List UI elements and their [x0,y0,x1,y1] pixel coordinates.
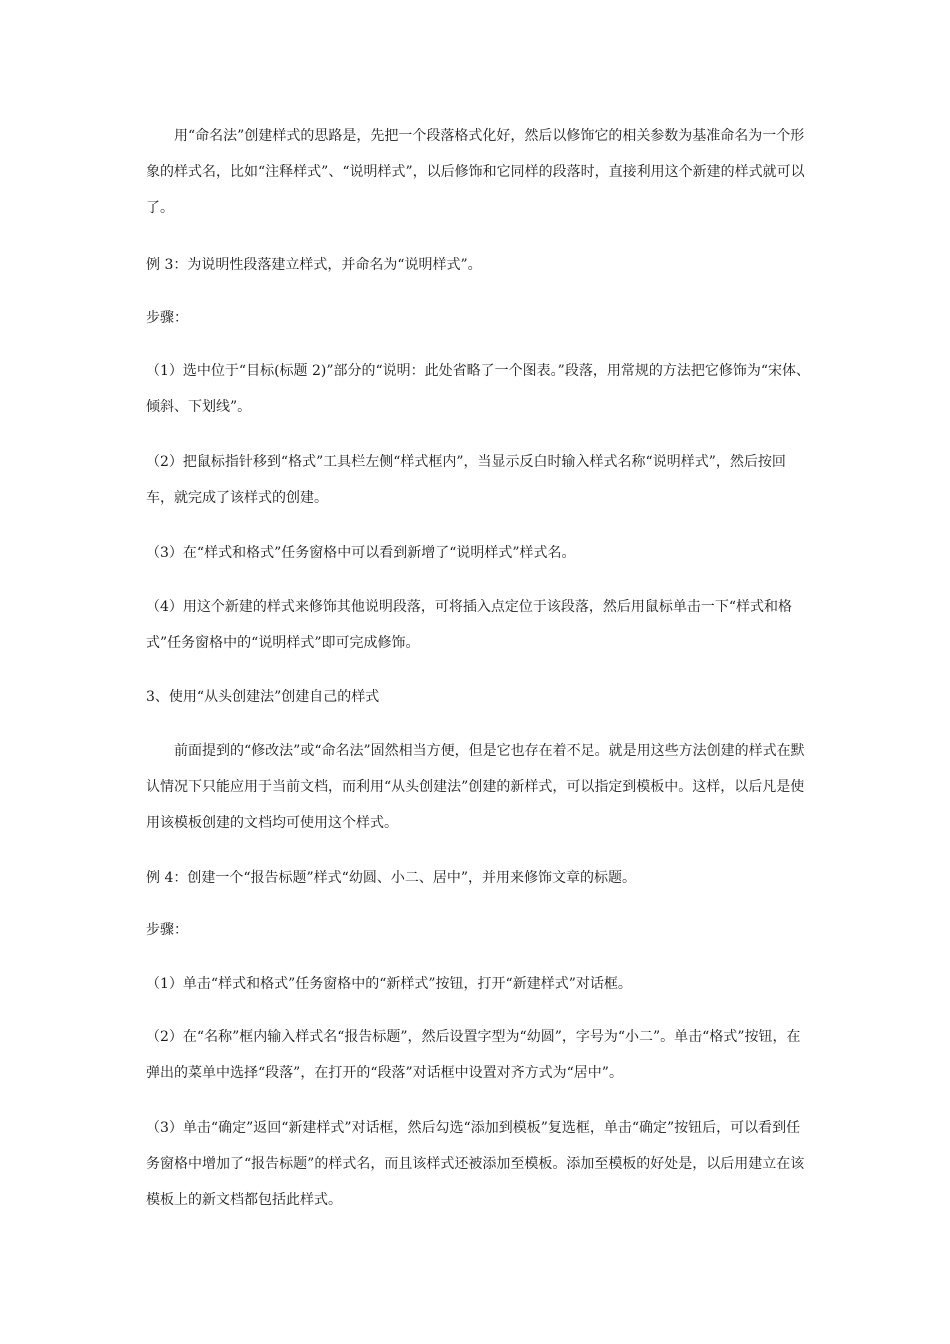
steps-label: 步骤： [146,310,188,326]
example-3-title: 例 3：为说明性段落建立样式，并命名为“说明样式”。 [146,257,482,273]
example-4-step-1: （1）单击“样式和格式”任务窗格中的“新样式”按钮，打开“新建样式”对话框。 [146,976,632,992]
paragraph-from-scratch-method: 前面提到的“修改法”或“命名法”固然相当方便，但是它也存在着不足。就是用这些方法创建的样式在默认情况下只能应用于当前文档，而利用“从头创建法”创建的新样式，可以指定到模板中。这样，以后凡是使用该模板创建的文档均可使用这个样式。 [146,743,805,831]
section-heading-3: 3、使用“从头创建法”创建自己的样式 [146,689,380,705]
example-4-title: 例 4：创建一个“报告标题”样式“幼圆、小二、居中”，并用来修饰文章的标题。 [146,870,636,886]
example-3-step-4: （4）用这个新建的样式来修饰其他说明段落，可将插入点定位于该段落，然后用鼠标单击一下“样式和格式”任务窗格中的“说明样式”即可完成修饰。 [146,599,793,651]
example-3-step-3: （3）在“样式和格式”任务窗格中可以看到新增了“说明样式”样式名。 [146,545,576,561]
example-4-step-2: （2）在“名称”框内输入样式名“报告标题”，然后设置字型为“幼圆”，字号为“小二”。单击“格式”按钮，在弹出的菜单中选择“段落”，在打开的“段落”对话框中设置对齐方式为“居中”。 [146,1029,801,1081]
example-3-step-1: （1）选中位于“目标(标题 2)”部分的“说明：此处省略了一个图表。”段落，用常规的方法把它修饰为“宋体、倾斜、下划线”。 [146,363,810,415]
steps-label: 步骤： [146,922,188,938]
example-3-step-2: （2）把鼠标指针移到“格式”工具栏左侧“样式框内”，当显示反白时输入样式名称“说明样式”，然后按回车，就完成了该样式的创建。 [146,454,786,506]
example-4-step-3: （3）单击“确定”返回“新建样式”对话框，然后勾选“添加到模板”复选框，单击“确定”按钮后，可以看到任务窗格中增加了“报告标题”的样式名，而且该样式还被添加至模板。添加至模板的好处是，以后用建立在该模板上的新文档都包括此样式。 [146,1120,805,1208]
paragraph-naming-method: 用“命名法”创建样式的思路是，先把一个段落格式化好，然后以修饰它的相关参数为基准命名为一个形象的样式名，比如“注释样式”、“说明样式”，以后修饰和它同样的段落时，直接利用这个新建的样式就可以了。 [146,128,805,216]
